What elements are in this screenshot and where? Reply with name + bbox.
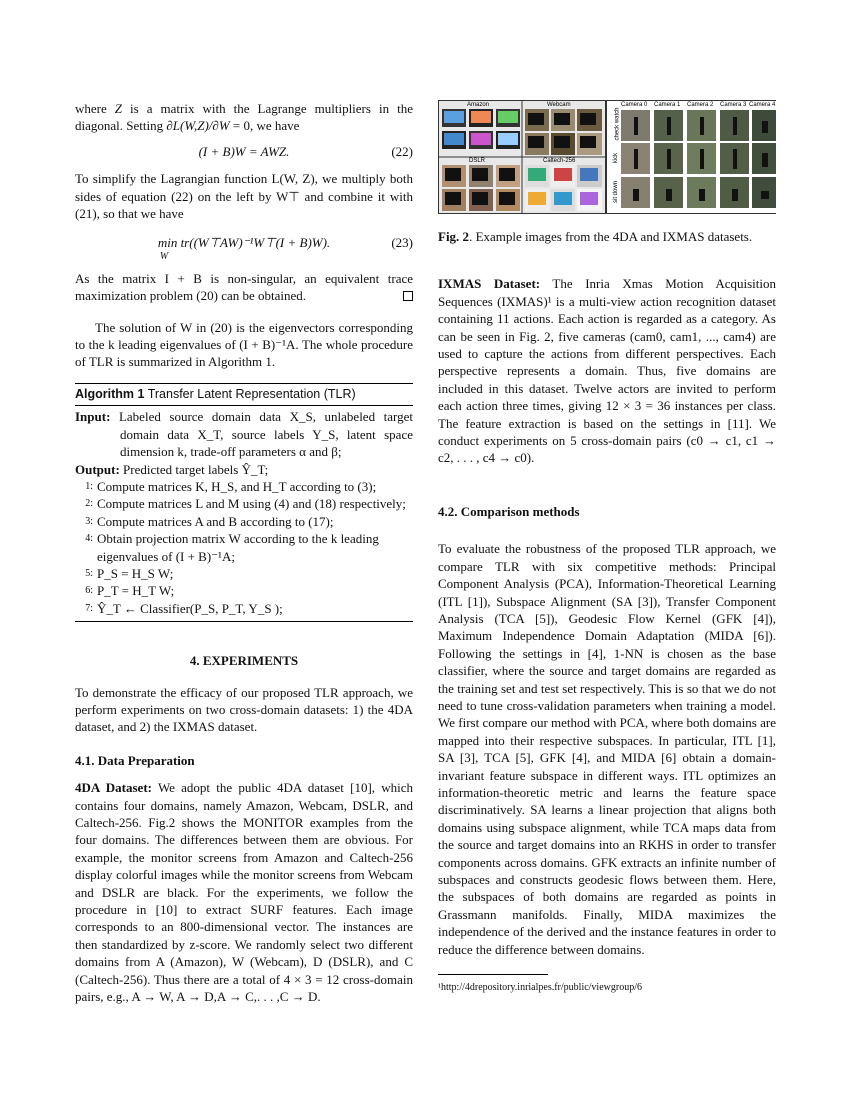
algorithm-step xyxy=(75,565,413,582)
label-webcam: Webcam xyxy=(547,102,571,108)
ixmas-frames xyxy=(621,110,776,208)
algorithm-step xyxy=(75,513,413,530)
4da-image-grid xyxy=(439,101,605,213)
algorithm-step xyxy=(75,478,413,495)
algorithm-step xyxy=(75,600,413,617)
subsection-heading-data-prep: 4.1. Data Preparation xyxy=(75,752,195,768)
algorithm-step-text: Compute matrices L and M using (4) and (18) respectively; xyxy=(97,496,406,512)
left-column xyxy=(75,100,413,1005)
label-action-check-watch: check watch xyxy=(614,107,621,141)
label-camera-3: Camera 3 xyxy=(720,102,747,108)
algorithm-step-text: Ŷ_T ← Classifier(P_S, P_T, Y_S ); xyxy=(97,600,283,616)
label-dslr: DSLR xyxy=(469,158,486,164)
algorithm-step xyxy=(75,582,413,599)
label-camera-0: Camera 0 xyxy=(621,102,648,108)
ixmas-image-grid xyxy=(607,101,777,213)
algorithm-input: Input: Labeled source domain data X_S, unlabeled target domain data X_T, source labels Y_S, latent space dimension k, trade-off parameters α and β; xyxy=(75,409,413,460)
paragraph-solution: The solution of W in (20) is the eigenvectors corresponding to the k leading eigenvalues of (I + B)⁻¹A. The whole procedure of TLR is summarized in Algorithm 1. xyxy=(75,319,413,370)
paragraph-comparison: To evaluate the robustness of the proposed TLR approach, we compare TLR with six competitive methods: Principal Component Analysis (PCA), Information-Theoretical Learning (ITL [1]), Subspace Alignment (SA [3]), Transfer Component Analysis (TCA [5]), Geodesic Flow Kernel (GFK [4]), Maximum Independence Domain Adaptation (MIDA [6]). Following the settings in [4], 1-NN is chosen as the base classifier, where the source and target domains are regarded as the training set and test set respectively. This is so that we do not need to tune cross-validation parameters when training a model. We first compare our method with PCA, where both domains are mapped into their respective subspaces. In particular, ITL [1], SA [3], TCA [5], GFK [4], and MIDA [6] obtain a domain-invariant feature subspace in different ways. ITL optimizes an information-theoretic metric and learns the feature space discriminatively. SA learns a linear projection that aligns both domains using subspace alignment, while TCA maps data from the source and target domains into an RKHS in order to transfer components across domains. GFK extracts an infinite number of subspaces and constructs geodesic flows between them. Here, the subspaces of both domains are regarded as points in Grassmann manifolds. Finally, MIDA maximizes the independence of the derived and the instance features in order to reduce the difference between domains. xyxy=(438,541,776,957)
algorithm-step-text: P_T = H_T W; xyxy=(97,583,175,599)
algorithm-title: Algorithm 1 Transfer Latent Representation (TLR) xyxy=(75,384,413,406)
figure-ixmas-panel xyxy=(607,101,777,213)
label-camera-2: Camera 2 xyxy=(687,102,714,108)
paragraph-4da: 4DA Dataset: We adopt the public 4DA dataset [10], which contains four domains, namely Amazon, Webcam, DSLR, and Caltech-256. Fig.2 shows the MONITOR examples from the four domains. The differences between them are obvious. For example, the monitor screens from Amazon and Caltech-256 display colorful images while the monitor screens from Webcam and DSLR are black. For the experiments, we follow the procedure in [10] to extract SURF features. Each image corresponds to an 800-dimensional vector. The instances are then standardized by z-score. We randomly select two different domains from A (Amazon), W (Webcam), D (DSLR), and C (Caltech-256). Thus there are a total of 4 × 3 = 12 cross-domain pairs, e.g., A → W, A → D,A → C,. . . ,C → D. xyxy=(75,780,414,1005)
algorithm-step-text: Compute matrices A and B according to (17); xyxy=(97,513,334,529)
footnote-rule xyxy=(438,974,548,975)
subsection-heading-comparison: 4.2. Comparison methods xyxy=(438,503,580,519)
paragraph-simplify: To simplify the Lagrangian function L(W, Z), we multiply both sides of equation (22) on the left by W⊤ and combine it with (21), so that we have xyxy=(75,171,413,222)
algorithm-step-number: 6: xyxy=(85,585,93,597)
label-caltech: Caltech-256 xyxy=(543,158,576,164)
algorithm-output: Output: Predicted target labels Ŷ_T; xyxy=(75,461,269,477)
algorithm-step-text: Obtain projection matrix W according to the k leading eigenvalues of (I + B)⁻¹A; xyxy=(97,531,379,564)
algorithm-step-number: 7: xyxy=(85,602,93,614)
figure-caption: Fig. 2. Example images from the 4DA and IXMAS datasets. xyxy=(438,229,753,244)
label-action-sit-down: sit down xyxy=(613,180,620,204)
algorithm-step-number: 5: xyxy=(85,567,93,579)
algorithm-step-number: 3: xyxy=(85,515,93,527)
figure-4da-panel xyxy=(439,101,607,213)
paragraph-ixmas: IXMAS Dataset: The Inria Xmas Motion Acquisition Sequences (IXMAS)¹ is a multi-view action recognition dataset containing 11 actions. Each action is regarded as a category. As can be seen in Fig. 2, five cameras (cam0, cam1, ..., cam4) are used to capture the actions from different perspectives. Each perspective represents a domain. Thus, five domains are included in this dataset. Twelve actors are invited to perform each action three times, giving 12 × 3 = 36 instances per class. The feature extraction is based on the settings in [11]. We conduct experiments on 5 cross-domain pairs (c0 → c1, c1 → c2, . . . , c4 → c0). xyxy=(438,276,776,466)
algorithm-box xyxy=(75,383,413,622)
paragraph-lagrange: where Z is a matrix with the Lagrange multipliers in the diagonal. Setting ∂L(W,Z)/∂W = 0, we have xyxy=(75,101,413,134)
equation-22: (I + B)W = AWZ. (22) xyxy=(198,143,413,159)
footnote-ixmas-url: ¹http://4drepository.inrialpes.fr/public/viewgroup/6 xyxy=(438,982,642,994)
label-amazon: Amazon xyxy=(467,102,490,108)
algorithm-step-number: 2: xyxy=(85,498,93,510)
algorithm-step-text: P_S = H_S W; xyxy=(97,565,174,581)
algorithm-step-number: 1: xyxy=(85,480,93,492)
label-camera-4: Camera 4 xyxy=(749,102,776,108)
algorithm-step xyxy=(75,495,413,512)
figure-2 xyxy=(438,100,776,214)
label-action-kick: kick xyxy=(613,152,620,164)
equation-23: min tr((W⊤AW)⁻¹W⊤(I + B)W). (23) W xyxy=(157,235,413,262)
algorithm-step-text: Compute matrices K, H_S, and H_T according to (3); xyxy=(97,478,377,494)
section-heading-experiments: 4. EXPERIMENTS xyxy=(189,653,299,669)
right-column xyxy=(438,100,776,996)
paragraph-demonstrate: To demonstrate the efficacy of our proposed TLR approach, we perform experiments on two cross-domain datasets: 1) the 4DA dataset, and 2) the IXMAS dataset. xyxy=(75,684,413,735)
qed-square xyxy=(403,291,413,301)
paragraph-nonsingular: As the matrix I + B is non-singular, an equivalent trace maximization problem (20) can be obtained. xyxy=(75,270,413,304)
label-camera-1: Camera 1 xyxy=(654,102,681,108)
algorithm-step-number: 4: xyxy=(85,533,93,545)
algorithm-step xyxy=(75,530,413,565)
